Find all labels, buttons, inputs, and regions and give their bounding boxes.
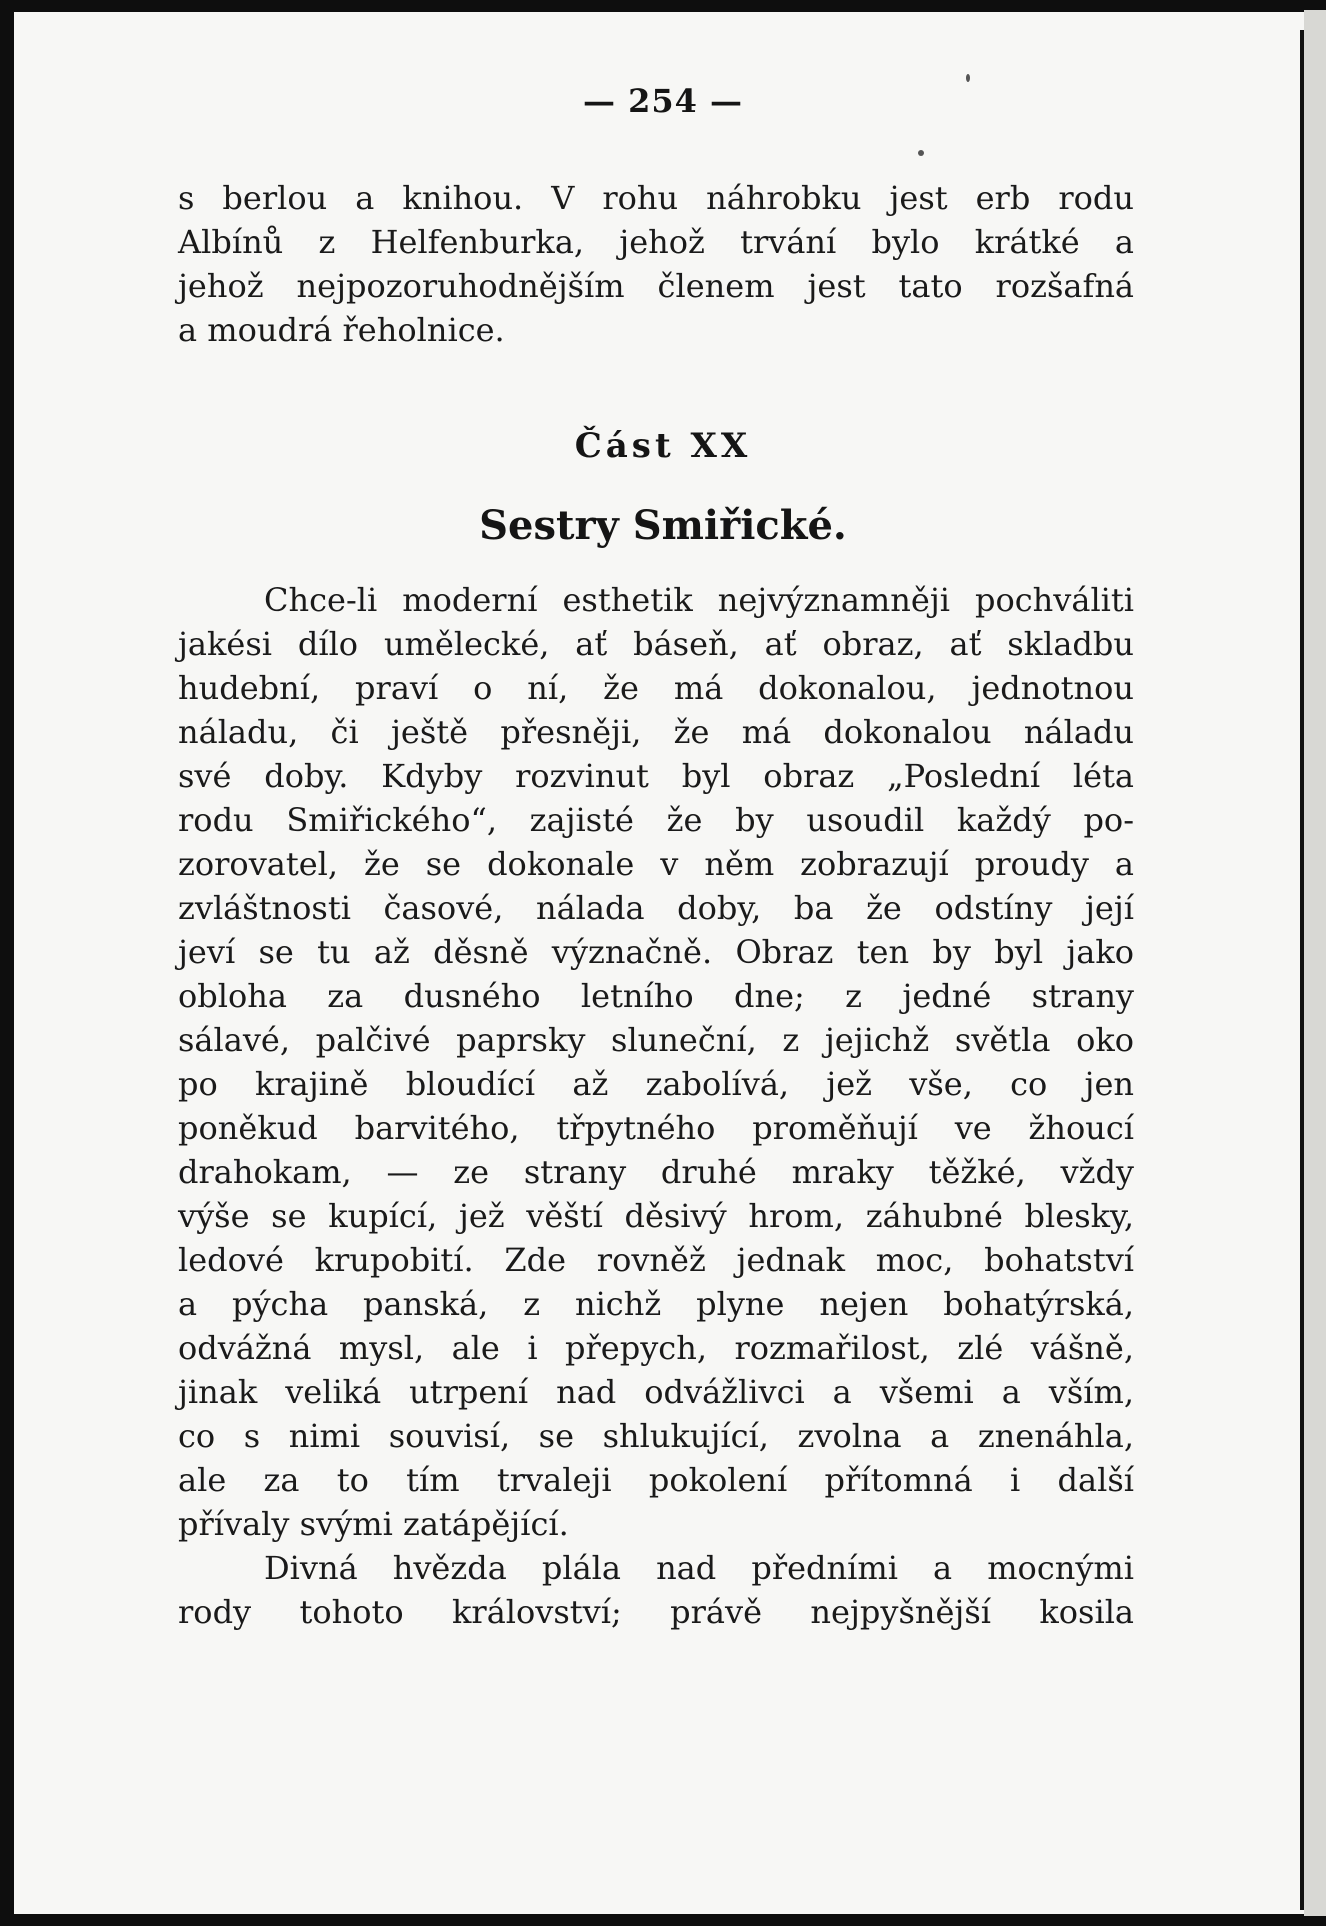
page-edge-line [1300,30,1304,1910]
chapter-label: Část XX [574,426,752,466]
text-line: jinak veliká utrpení nad odvážlivci a všemi a vším, [178,1373,1134,1411]
text-line: své doby. Kdyby rozvinut byl obraz „Poslední léta [178,757,1134,795]
text-line: sálavé, palčivé paprsky sluneční, z jejichž světla oko [178,1021,1134,1059]
text-line: rody tohoto království; právě nejpyšnější kosila [178,1593,1134,1631]
page-edge-shadow [1304,10,1326,1916]
chapter-title: Sestry Smiřické. [479,502,847,549]
text-line: jakési dílo umělecké, ať báseň, ať obraz, ať skladbu [178,625,1134,663]
text-line: rodu Smiřického“, zajisté že by usoudil každý po- [178,801,1134,839]
text-line: co s nimi souvisí, se shlukující, zvolna a znenáhla, [178,1417,1134,1455]
ink-speck [966,74,970,82]
text-line: zorovatel, že se dokonale v něm zobrazují proudy a [178,845,1134,883]
text-line: odvážná mysl, ale i přepych, rozmařilost, zlé vášně, [178,1329,1134,1367]
ink-speck [918,150,924,156]
text-line: Albínů z Helfenburka, jehož trvání bylo krátké a [178,223,1134,261]
paragraph-2 [178,1546,1134,1634]
text-line: Divná hvězda plála nad předními a mocnými [264,1549,1134,1587]
text-line: poněkud barvitého, třpytného proměňují ve žhoucí [178,1109,1134,1147]
text-line: výše se kupící, jež věští děsivý hrom, záhubné blesky, [178,1197,1134,1235]
text-line: přívaly svými zatápějící. [178,1505,569,1543]
text-line: Chce-li moderní esthetik nejvýznamněji pochváliti [264,581,1134,619]
text-line: s berlou a knihou. V rohu náhrobku jest erb rodu [178,179,1134,217]
text-line: obloha za dusného letního dne; z jedné strany [178,977,1134,1015]
text-line: zvláštnosti časové, nálada doby, ba že odstíny její [178,889,1134,927]
text-line: náladu, či ještě přesněji, že má dokonalou náladu [178,713,1134,751]
text-line: jehož nejpozoruhodnějším členem jest tato rozšafná [178,267,1134,305]
text-line: drahokam, — ze strany druhé mraky těžké, vždy [178,1153,1134,1191]
text-line: ledové krupobití. Zde rovněž jednak moc, bohatství [178,1241,1134,1279]
page-number: — 254 — [582,82,744,120]
paragraph-1 [178,578,1134,1546]
text-line: po krajině bloudící až zabolívá, jež vše, co jen [178,1065,1134,1103]
text-line: a pýcha panská, z nichž plyne nejen bohatýrská, [178,1285,1134,1323]
intro-paragraph [178,176,1134,352]
text-line: jeví se tu až děsně význačně. Obraz ten by byl jako [178,933,1134,971]
text-line: ale za to tím trvaleji pokolení přítomná i další [178,1461,1134,1499]
text-line: a moudrá řeholnice. [178,311,505,349]
text-line: hudební, praví o ní, že má dokonalou, jednotnou [178,669,1134,707]
